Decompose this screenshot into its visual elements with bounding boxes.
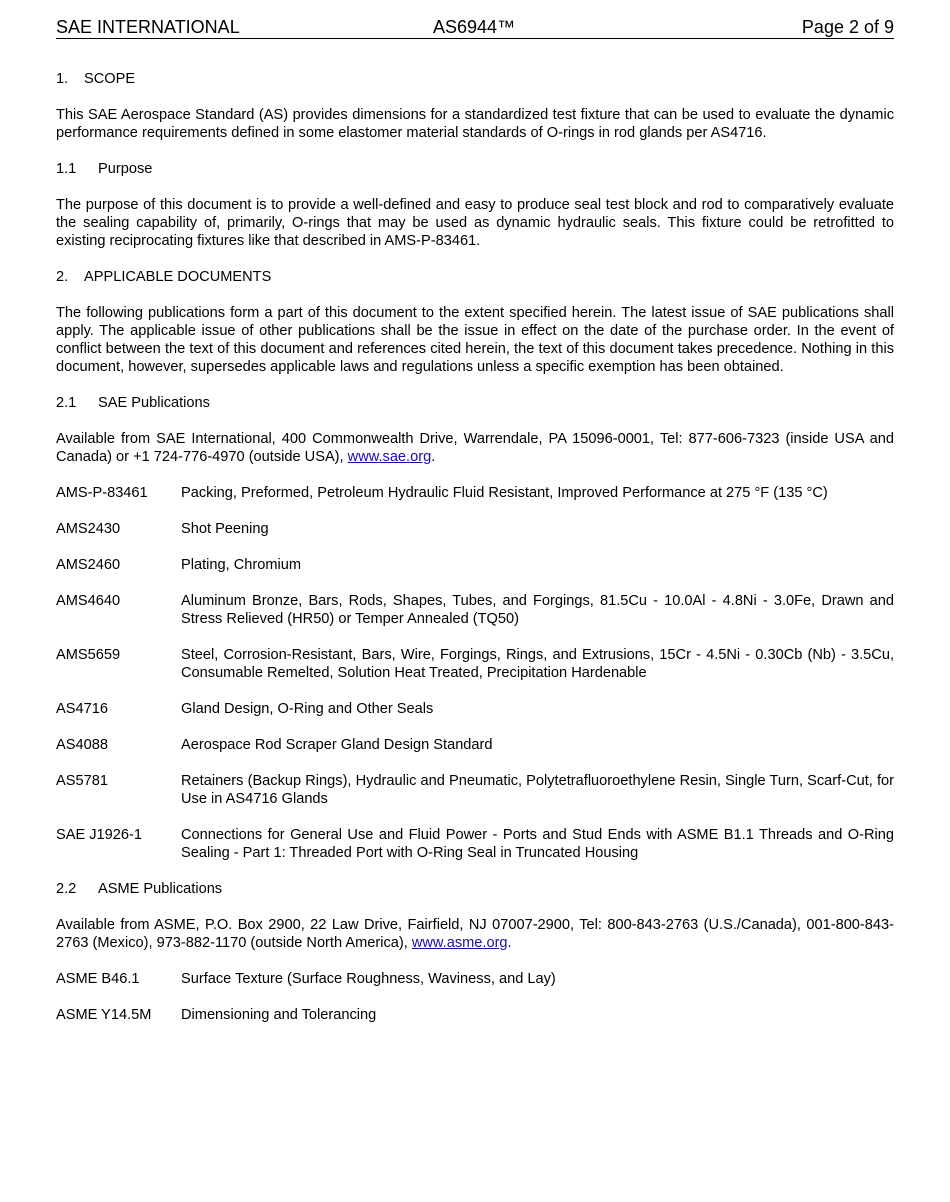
sae-availability-tail: . (431, 449, 436, 465)
reference-entry (56, 1006, 894, 1024)
reference-code: AMS5659 (56, 647, 121, 663)
section-title: ASME Publications (98, 881, 223, 897)
asme-reference-list (56, 970, 894, 1024)
section-title: SAE Publications (98, 395, 210, 411)
reference-code: ASME B46.1 (56, 971, 140, 987)
reference-code: AMS2430 (56, 521, 121, 537)
section-heading-applicable-documents (56, 268, 894, 286)
sae-reference-list (56, 484, 894, 862)
section-number: 2. (56, 269, 69, 285)
reference-code: AS4088 (56, 737, 108, 753)
document-body (56, 70, 894, 1042)
asme-availability-paragraph (56, 916, 894, 952)
reference-code: AMS-P-83461 (56, 485, 148, 501)
reference-title: Retainers (Backup Rings), Hydraulic and Pneumatic, Polytetrafluoroethylene Resin, Single Turn, Scarf-Cut, for Use in AS4716 Glands (181, 773, 894, 807)
reference-title: Steel, Corrosion-Resistant, Bars, Wire, Forgings, Rings, and Extrusions, 15Cr - 4.5Ni - 0.30Cb (Nb) - 3.5Cu, Consumable Remelted, Solution Heat Treated, Precipitation Hardenable (181, 647, 894, 681)
purpose-paragraph: The purpose of this document is to provide a well-defined and easy to produce seal test block and rod to comparatively evaluate the sealing capability of, primarily, O-rings that may be used as dynamic hydraulic seals. This fixture could be retrofitted to existing reciprocating fixtures like that described in AMS-P-83461. (56, 197, 894, 249)
section-heading-purpose (56, 160, 894, 178)
reference-entry (56, 592, 894, 628)
sae-website-link[interactable]: www.sae.org (347, 449, 432, 465)
reference-title: Shot Peening (181, 521, 269, 537)
page-header (56, 17, 894, 39)
reference-code: AMS2460 (56, 557, 121, 573)
reference-entry (56, 556, 894, 574)
section-number: 2.2 (56, 881, 77, 897)
section-title: SCOPE (84, 71, 136, 87)
section-heading-scope (56, 70, 894, 88)
asme-website-link[interactable]: www.asme.org (411, 935, 508, 951)
reference-code: AMS4640 (56, 593, 121, 609)
scope-paragraph: This SAE Aerospace Standard (AS) provides dimensions for a standardized test fixture that can be used to evaluate the dynamic performance requirements defined in some elastomer material standards of O-rings in rod glands per AS4716. (56, 107, 894, 141)
reference-entry (56, 826, 894, 862)
header-organization: SAE INTERNATIONAL (56, 17, 240, 37)
reference-entry (56, 484, 894, 502)
section-title: Purpose (98, 161, 153, 177)
reference-entry (56, 772, 894, 808)
reference-title: Connections for General Use and Fluid Power - Ports and Stud Ends with ASME B1.1 Threads and O-Ring Sealing - Part 1: Threaded Port with O-Ring Seal in Truncated Housing (181, 827, 894, 861)
reference-entry (56, 970, 894, 988)
reference-code: AS4716 (56, 701, 108, 717)
reference-entry (56, 736, 894, 754)
section-heading-asme-publications (56, 880, 894, 898)
reference-code: SAE J1926-1 (56, 827, 142, 843)
asme-availability-tail: . (507, 935, 512, 951)
reference-code: ASME Y14.5M (56, 1007, 152, 1023)
sae-availability-paragraph (56, 430, 894, 466)
reference-title: Aerospace Rod Scraper Gland Design Standard (181, 737, 493, 753)
applicable-documents-paragraph: The following publications form a part of this document to the extent specified herein. The latest issue of SAE publications shall apply. The applicable issue of other publications shall be the issue in effect on the date of the purchase order. In the event of conflict between the text of this document and references cited herein, the text of this document takes precedence. Nothing in this document, however, supersedes applicable laws and regulations unless a specific exemption has been obtained. (56, 305, 894, 375)
section-number: 2.1 (56, 395, 77, 411)
reference-title: Aluminum Bronze, Bars, Rods, Shapes, Tubes, and Forgings, 81.5Cu - 10.0Al - 4.8Ni - 3.0Fe, Drawn and Stress Relieved (HR50) or Temper Annealed (TQ50) (181, 593, 894, 627)
reference-title: Surface Texture (Surface Roughness, Waviness, and Lay) (181, 971, 556, 987)
reference-code: AS5781 (56, 773, 108, 789)
asme-availability-text: Available from ASME, P.O. Box 2900, 22 Law Drive, Fairfield, NJ 07007-2900, Tel: 800-843-2763 (U.S./Canada), 001-800-843-2763 (Mexico), 973-882-1170 (outside North America), (56, 917, 894, 951)
section-number: 1.1 (56, 161, 77, 177)
section-heading-sae-publications (56, 394, 894, 412)
section-title: APPLICABLE DOCUMENTS (84, 269, 272, 285)
header-document-number: AS6944™ (433, 17, 516, 37)
reference-entry (56, 700, 894, 718)
reference-title: Gland Design, O-Ring and Other Seals (181, 701, 434, 717)
reference-entry (56, 520, 894, 538)
reference-title: Plating, Chromium (181, 557, 302, 573)
reference-entry (56, 646, 894, 682)
section-number: 1. (56, 71, 69, 87)
reference-title: Packing, Preformed, Petroleum Hydraulic Fluid Resistant, Improved Performance at 275 °F (135 °C) (181, 485, 828, 501)
header-page-number: Page 2 of 9 (801, 17, 894, 37)
reference-title: Dimensioning and Tolerancing (181, 1007, 377, 1023)
sae-availability-text: Available from SAE International, 400 Commonwealth Drive, Warrendale, PA 15096-0001, Tel: 877-606-7323 (inside USA and Canada) or +1 724-776-4970 (outside USA), (56, 431, 894, 465)
